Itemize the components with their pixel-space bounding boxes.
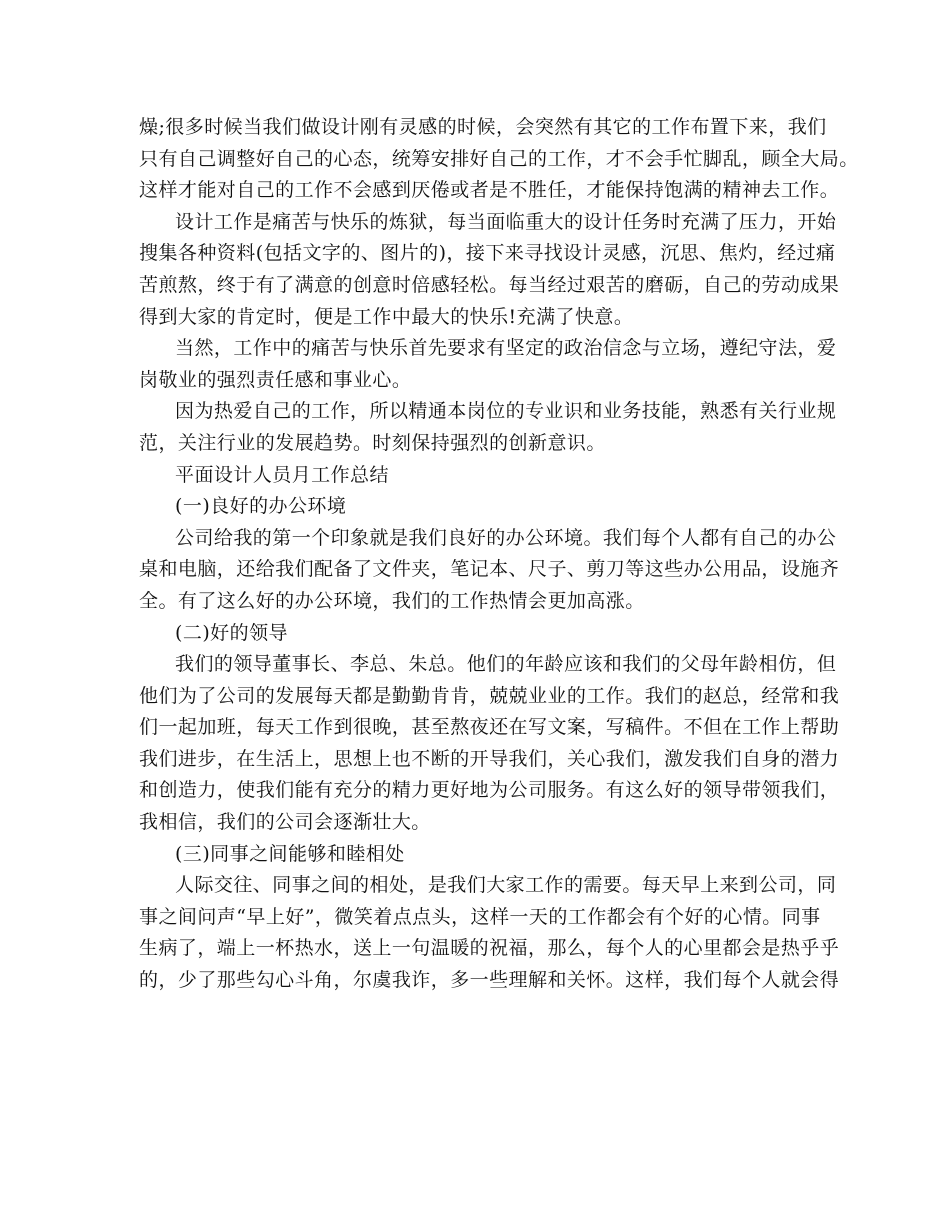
- text-line: 得到大家的肯定时，便是工作中最大的快乐!充满了快意。: [139, 305, 634, 328]
- text-line: 我相信，我们的公司会逐渐壮大。: [139, 811, 431, 834]
- text-line: 苦煎熬，终于有了满意的创意时倍感轻松。每当经过艰苦的磨砺，自己的劳动成果: [139, 273, 840, 296]
- text-line: 这样才能对自己的工作不会感到厌倦或者是不胜任，才能保持饱满的精神去工作。: [139, 179, 840, 202]
- text-line: 生病了，端上一杯热水，送上一句温暖的祝福，那么，每个人的心里都会是热乎乎: [139, 937, 840, 960]
- text-line: 设计工作是痛苦与快乐的炼狱，每当面临重大的设计任务时充满了压力，开始: [175, 210, 837, 233]
- document-body: [139, 112, 859, 997]
- text-line: 燥;很多时候当我们做设计刚有灵感的时候，会突然有其它的工作布置下来，我们: [139, 116, 827, 138]
- text-line: 搜集各种资料(包括文字的、图片的)，接下来寻找设计灵感，沉思、焦灼，经过痛: [139, 242, 836, 265]
- text-line: 和创造力，使我们能有充分的精力更好地为公司服务。有这么好的领导带领我们，: [139, 779, 840, 802]
- text-line: 岗敬业的强烈责任感和事业心。: [139, 368, 412, 391]
- text-line: 桌和电脑，还给我们配备了文件夹，笔记本、尺子、剪刀等这些办公用品，设施齐: [139, 558, 840, 581]
- text-line: 范，关注行业的发展趋势。时刻保持强烈的创新意识。: [139, 431, 606, 454]
- text-line: 全。有了这么好的办公环境，我们的工作热情会更加高涨。: [139, 589, 645, 612]
- text-line: (一)良好的办公环境: [175, 495, 347, 518]
- text-line: (三)同事之间能够和睦相处: [175, 842, 405, 865]
- text-line: 当然，工作中的痛苦与快乐首先要求有坚定的政治信念与立场，遵纪守法，爱: [175, 337, 837, 360]
- text-line: 公司给我的第一个印象就是我们良好的办公环境。我们每个人都有自己的办公: [175, 526, 837, 549]
- text-line: 们一起加班，每天工作到很晚，甚至熬夜还在写文案，写稿件。不但在工作上帮助: [139, 716, 840, 739]
- text-line: 人际交往、同事之间的相处，是我们大家工作的需要。每天早上来到公司，同: [175, 874, 837, 897]
- text-line: 他们为了公司的发展每天都是勤勤肯肯，兢兢业业的工作。我们的赵总，经常和我: [139, 684, 840, 707]
- text-line: 因为热爱自己的工作，所以精通本岗位的专业识和业务技能，熟悉有关行业规: [175, 400, 837, 423]
- text-line: (二)好的领导: [175, 621, 288, 644]
- text-line: 我们进步，在生活上，思想上也不断的开导我们，关心我们，激发我们自身的潜力: [139, 747, 840, 770]
- text-line: 我们的领导董事长、李总、朱总。他们的年龄应该和我们的父母年龄相仿，但: [175, 653, 837, 676]
- text-line: 事之间问声“早上好”，微笑着点点头，这样一天的工作都会有个好的心情。同事: [139, 905, 821, 928]
- text-line: 平面设计人员月工作总结: [175, 463, 389, 486]
- text-line: 的，少了那些勾心斗角，尔虞我诈，多一些理解和关怀。这样，我们每个人就会得: [139, 969, 840, 992]
- text-line: 只有自己调整好自己的心态，统筹安排好自己的工作，才不会手忙脚乱，顾全大局。: [139, 147, 859, 170]
